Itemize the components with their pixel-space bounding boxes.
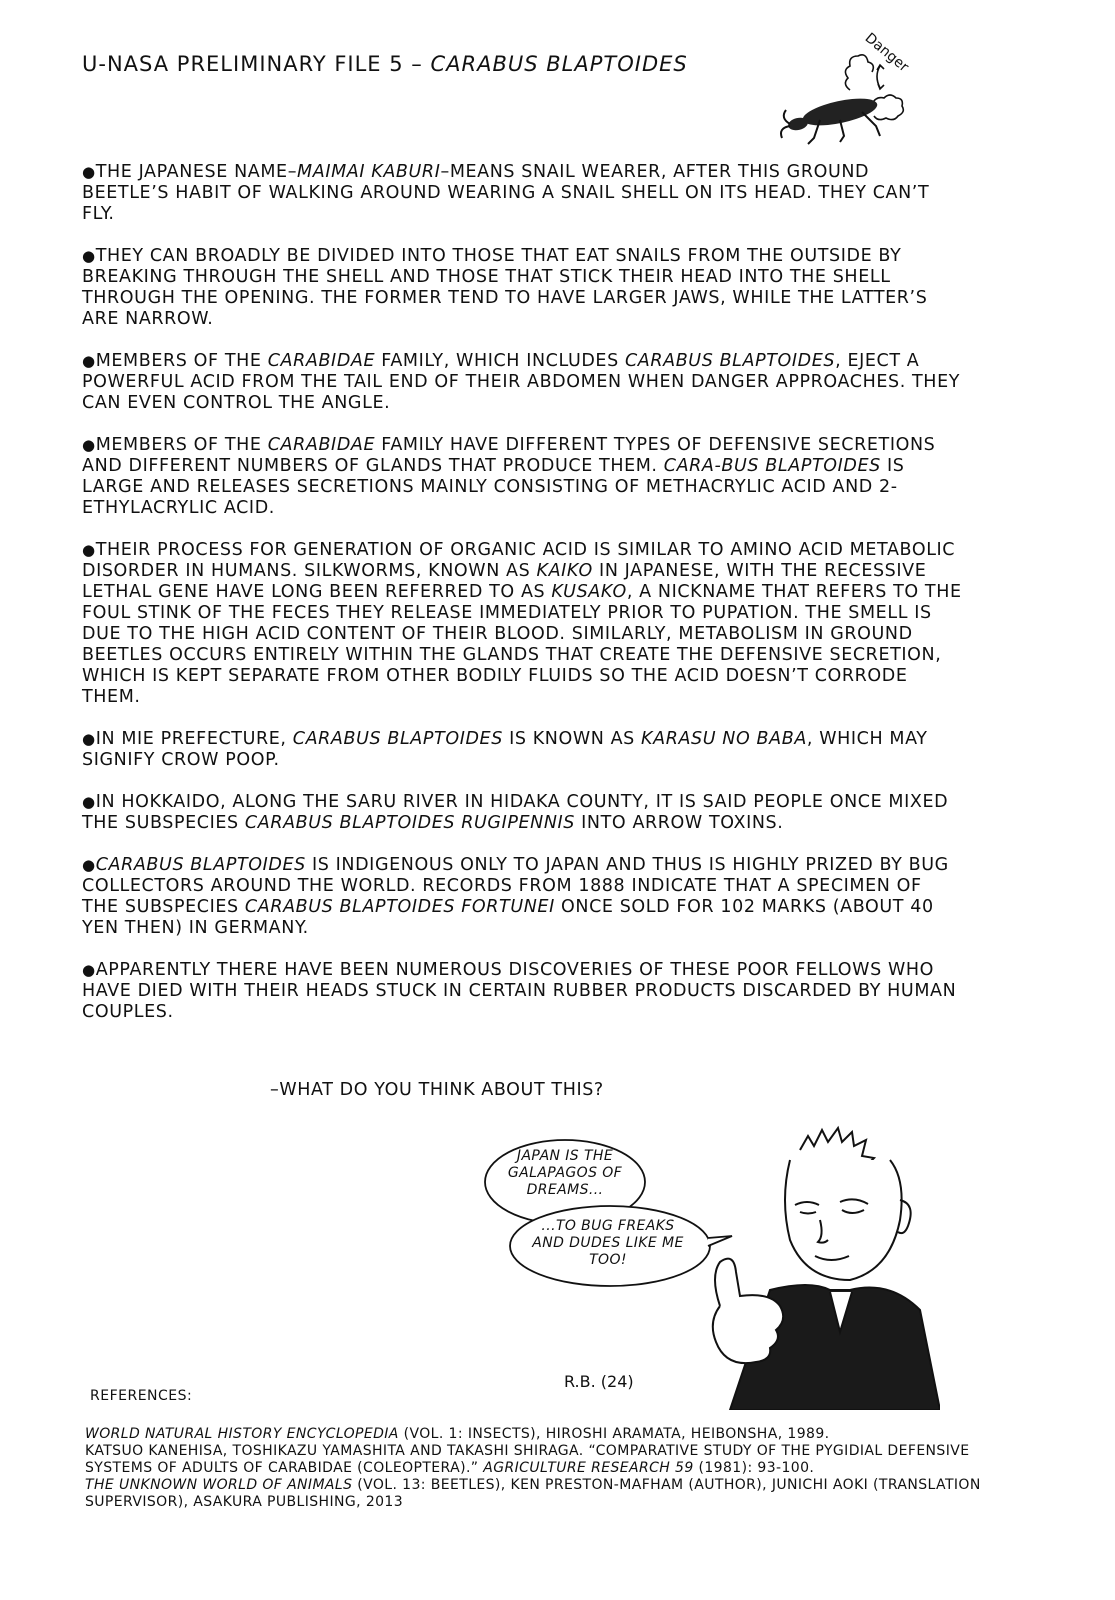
para-5-seg-2: KAIKO bbox=[536, 561, 593, 581]
paragraph: ●THEIR PROCESS FOR GENERATION OF ORGANIC ACID IS SIMILAR TO AMINO ACID METABOLIC DISORDER IN HUMANS. SILKWORMS, KNOWN AS KAIKO IN JAPANESE, WITH THE RECESSIVE LETHAL GENE HAVE LONG BEEN REFERRED TO AS KUSAKO, A NICKNAME THAT REFERS TO THE FOUL STINK OF THE FECES THEY RELEASE IMMEDIATELY PRIOR TO PUPATION. THE SMELL IS DUE TO THE HIGH ACID CONTENT OF THEIR BLOOD. SIMILARLY, METABOLISM IN GROUND BEETLES OCCURS ENTIRELY WITHIN THE GLANDS THAT CREATE THE DEFENSIVE SECRETION, WHICH IS KEPT SEPARATE FROM OTHER BODILY FLUIDS SO THE ACID DOESN’T CORRODE THEM. bbox=[82, 540, 962, 707]
para-3-seg-4: CARABUS BLAPTOIDES bbox=[624, 351, 836, 371]
paragraph: ●APPARENTLY THERE HAVE BEEN NUMEROUS DISCOVERIES OF THESE POOR FELLOWS WHO HAVE DIED WITH THEIR HEADS STUCK IN CERTAIN RUBBER PRODUCTS DISCARDED BY HUMAN COUPLES. bbox=[82, 960, 957, 1022]
para-5-seg-3: IN JAPANESE, WITH THE RECESSIVE LETHAL GENE HAVE LONG BEEN REFERRED TO AS bbox=[82, 561, 927, 602]
para-4-seg-5: IS LARGE AND RELEASES SECRETIONS MAINLY CONSISTING OF METHACRYLIC ACID AND 2-ETHYLACRYLIC ACID. bbox=[82, 456, 905, 518]
ref-3-seg-1: THE UNKNOWN WORLD OF ANIMALS bbox=[85, 1477, 353, 1493]
page-title bbox=[82, 52, 842, 76]
para-4-seg-4: CARA-BUS BLAPTOIDES bbox=[663, 456, 881, 476]
para-7-seg-1: IN HOKKAIDO, ALONG THE SARU RIVER IN HIDAKA COUNTY, IT IS SAID PEOPLE ONCE MIXED THE SUBSPECIES bbox=[82, 792, 949, 833]
ref-1-seg-1: WORLD NATURAL HISTORY ENCYCLOPEDIA bbox=[85, 1426, 399, 1442]
speech-bubble-1: JAPAN IS THE GALAPAGOS OF DREAMS... bbox=[507, 1148, 623, 1198]
para-8-seg-2: IS INDIGENOUS ONLY TO JAPAN AND THUS IS HIGHLY PRIZED BY BUG COLLECTORS AROUND THE WORLD. RECORDS FROM 1888 INDICATE THAT A SPECIMEN OF THE SUBSPECIES bbox=[82, 855, 949, 917]
para-6-seg-2: CARABUS BLAPTOIDES bbox=[292, 729, 503, 749]
title-prefix: U-NASA PRELIMINARY FILE 5 – bbox=[82, 52, 423, 76]
beetle-icon bbox=[781, 93, 880, 144]
danger-label: Danger bbox=[861, 30, 912, 76]
smoke-puff-icon bbox=[845, 55, 873, 90]
paragraph: ●MEMBERS OF THE CARABIDAE FAMILY HAVE DIFFERENT TYPES OF DEFENSIVE SECRETIONS AND DIFFERENT NUMBERS OF GLANDS THAT PRODUCE THEM. CARA-BUS BLAPTOIDES IS LARGE AND RELEASES SECRETIONS MAINLY CONSISTING OF METHACRYLIC ACID AND 2-ETHYLACRYLIC ACID. bbox=[82, 435, 936, 518]
para-8-seg-3: CARABUS BLAPTOIDES FORTUNEI bbox=[244, 897, 555, 917]
para-7-seg-2: CARABUS BLAPTOIDES RUGIPENNIS bbox=[244, 813, 575, 833]
para-1-seg-2: MAIMAI KABURI bbox=[297, 162, 441, 182]
para-3-seg-3: FAMILY, WHICH INCLUDES bbox=[375, 351, 625, 371]
para-3-seg-2: CARABIDAE bbox=[267, 351, 376, 371]
paragraph: ●CARABUS BLAPTOIDES IS INDIGENOUS ONLY TO JAPAN AND THUS IS HIGHLY PRIZED BY BUG COLLECTORS AROUND THE WORLD. RECORDS FROM 1888 INDICATE THAT A SPECIMEN OF THE SUBSPECIES CARABUS BLAPTOIDES FORTUNEI ONCE SOLD FOR 102 MARKS (ABOUT 40 YEN THEN) IN GERMANY. bbox=[82, 855, 949, 938]
para-5-seg-4: KUSAKO bbox=[551, 582, 627, 602]
para-2-seg-1: THEY CAN BROADLY BE DIVIDED INTO THOSE THAT EAT SNAILS FROM THE OUTSIDE BY BREAKING THROUGH THE SHELL AND THOSE THAT STICK THEIR HEAD INTO THE SHELL THROUGH THE OPENING. THE FORMER TEND TO HAVE LARGER JAWS, WHILE THE LATTER’S ARE NARROW. bbox=[82, 246, 928, 329]
title-species: CARABUS BLAPTOIDES bbox=[430, 52, 688, 76]
ref-2-seg-1: KATSUO KANEHISA, TOSHIKAZU YAMASHITA AND TAKASHI SHIRAGA. “COMPARATIVE STUDY OF THE PYGIDIAL DEFENSIVE SYSTEMS OF ADULTS OF CARABIDAE (COLEOPTERA).” bbox=[85, 1443, 970, 1476]
speech-bubble-2: ...TO BUG FREAKS AND DUDES LIKE ME TOO! bbox=[532, 1218, 684, 1268]
smoke-puff-icon bbox=[872, 95, 903, 120]
para-6-seg-5: , WHICH MAY SIGNIFY CROW POOP. bbox=[82, 729, 928, 770]
para-6-seg-3: IS KNOWN AS bbox=[502, 729, 642, 749]
ref-2-seg-3: (1981): 93-100. bbox=[693, 1460, 815, 1476]
signature: R.B. (24) bbox=[564, 1372, 634, 1391]
reference-entry bbox=[85, 1426, 985, 1443]
para-8-seg-1: CARABUS BLAPTOIDES bbox=[95, 855, 306, 875]
ref-3-seg-2: (VOL. 13: BEETLES), KEN PRESTON-MAFHAM (AUTHOR), JUNICHI AOKI (TRANSLATION SUPERVISOR), ASAKURA PUBLISHING, 2013 bbox=[85, 1477, 981, 1510]
para-5-seg-5: , A NICKNAME THAT REFERS TO THE FOUL STINK OF THE FECES THEY RELEASE IMMEDIATELY PRIOR TO PUPATION. THE SMELL IS DUE TO THE HIGH ACID CONTENT OF THEIR BLOOD. SIMILARLY, METABOLISM IN GROUND BEETLES OCCURS ENTIRELY WITHIN THE GLANDS THAT CREATE THE DEFENSIVE SECRETION, WHICH IS KEPT SEPARATE FROM OTHER BODILY FLUIDS SO THE ACID DOESN’T CORRODE THEM. bbox=[82, 582, 962, 707]
closing-line: –WHAT DO YOU THINK ABOUT THIS? bbox=[270, 1080, 604, 1100]
ref-1-seg-2: (VOL. 1: INSECTS), HIROSHI ARAMATA, HEIBONSHA, 1989. bbox=[398, 1426, 830, 1442]
para-3-seg-5: , EJECT A POWERFUL ACID FROM THE TAIL END OF THEIR ABDOMEN WHEN DANGER APPROACHES. THEY CAN EVEN CONTROL THE ANGLE. bbox=[82, 351, 961, 413]
references-heading: REFERENCES: bbox=[90, 1388, 193, 1404]
para-1-seg-3: –MEANS SNAIL WEARER, AFTER THIS GROUND BEETLE’S HABIT OF WALKING AROUND WEARING A SNAIL SHELL ON ITS HEAD. THEY CAN’T FLY. bbox=[82, 162, 930, 224]
references-list bbox=[85, 1426, 985, 1511]
paragraph: ●THE JAPANESE NAME–MAIMAI KABURI–MEANS SNAIL WEARER, AFTER THIS GROUND BEETLE’S HABIT OF WALKING AROUND WEARING A SNAIL SHELL ON ITS HEAD. THEY CAN’T FLY. bbox=[82, 162, 930, 224]
para-8-seg-4: ONCE SOLD FOR 102 MARKS (ABOUT 40 YEN THEN) IN GERMANY. bbox=[82, 897, 934, 938]
para-5-seg-1: THEIR PROCESS FOR GENERATION OF ORGANIC ACID IS SIMILAR TO AMINO ACID METABOLIC DISORDER IN HUMANS. SILKWORMS, KNOWN AS bbox=[82, 540, 956, 581]
para-4-seg-3: FAMILY HAVE DIFFERENT TYPES OF DEFENSIVE SECRETIONS AND DIFFERENT NUMBERS OF GLANDS THAT PRODUCE THEM. bbox=[82, 435, 936, 476]
paragraph: ●IN MIE PREFECTURE, CARABUS BLAPTOIDES IS KNOWN AS KARASU NO BABA, WHICH MAY SIGNIFY CROW POOP. bbox=[82, 729, 928, 770]
character-icon bbox=[713, 1128, 940, 1410]
para-6-seg-4: KARASU NO BABA bbox=[641, 729, 807, 749]
para-4-seg-2: CARABIDAE bbox=[267, 435, 376, 455]
para-6-seg-1: IN MIE PREFECTURE, bbox=[95, 729, 293, 749]
reference-entry bbox=[85, 1443, 985, 1477]
para-1-seg-1: THE JAPANESE NAME– bbox=[95, 162, 298, 182]
paragraph: ●THEY CAN BROADLY BE DIVIDED INTO THOSE THAT EAT SNAILS FROM THE OUTSIDE BY BREAKING THROUGH THE SHELL AND THOSE THAT STICK THEIR HEAD INTO THE SHELL THROUGH THE OPENING. THE FORMER TEND TO HAVE LARGER JAWS, WHILE THE LATTER’S ARE NARROW. bbox=[82, 246, 928, 329]
para-7-seg-3: INTO ARROW TOXINS. bbox=[575, 813, 784, 833]
paragraph: ●MEMBERS OF THE CARABIDAE FAMILY, WHICH INCLUDES CARABUS BLAPTOIDES, EJECT A POWERFUL ACID FROM THE TAIL END OF THEIR ABDOMEN WHEN DANGER APPROACHES. THEY CAN EVEN CONTROL THE ANGLE. bbox=[82, 351, 961, 413]
para-4-seg-1: MEMBERS OF THE bbox=[95, 435, 268, 455]
reference-entry bbox=[85, 1477, 985, 1511]
body-text bbox=[82, 162, 962, 1044]
paragraph: ●IN HOKKAIDO, ALONG THE SARU RIVER IN HIDAKA COUNTY, IT IS SAID PEOPLE ONCE MIXED THE SUBSPECIES CARABUS BLAPTOIDES RUGIPENNIS INTO ARROW TOXINS. bbox=[82, 792, 949, 833]
para-3-seg-1: MEMBERS OF THE bbox=[95, 351, 268, 371]
ref-2-seg-2: AGRICULTURE RESEARCH 59 bbox=[483, 1460, 694, 1476]
para-9-seg-1: APPARENTLY THERE HAVE BEEN NUMEROUS DISCOVERIES OF THESE POOR FELLOWS WHO HAVE DIED WITH THEIR HEADS STUCK IN CERTAIN RUBBER PRODUCTS DISCARDED BY HUMAN COUPLES. bbox=[82, 960, 957, 1022]
